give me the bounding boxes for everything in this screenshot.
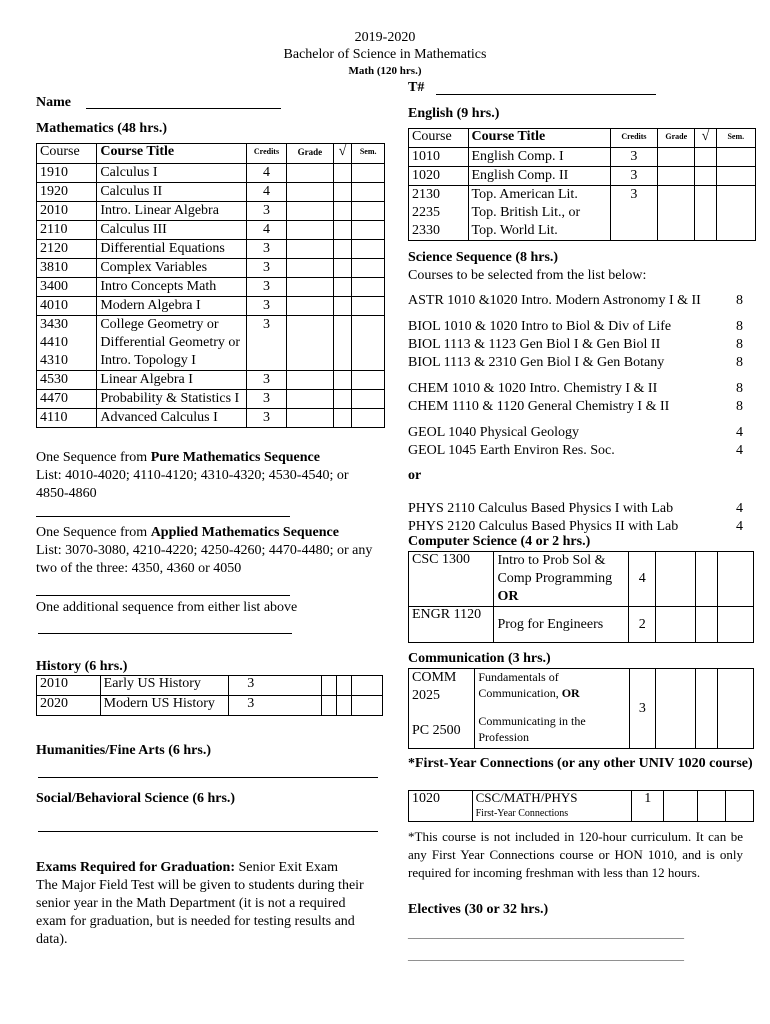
- exams-value: Senior Exit Exam: [235, 860, 339, 875]
- cs-title-1: [494, 552, 629, 607]
- math-course: 4110: [37, 409, 97, 428]
- math-course-title: Linear Algebra I: [97, 371, 246, 390]
- history-row: [37, 676, 383, 696]
- math-check[interactable]: [333, 278, 352, 297]
- applied-seq-bold: Applied Mathematics Sequence: [150, 525, 339, 540]
- math-credits: 4: [246, 221, 287, 240]
- math-sem[interactable]: [352, 278, 385, 297]
- math-credits: 3: [246, 390, 287, 409]
- applied-seq-list: List: 3070-3080, 4210-4220; 4250-4260; 4470-4480; or any two of the three: 4350, 4360 or 4050: [36, 543, 373, 576]
- math-check[interactable]: [333, 202, 352, 221]
- science-item-text: PHYS 2110 Calculus Based Physics I with Lab: [408, 501, 674, 516]
- math-grade[interactable]: [287, 183, 333, 202]
- science-item-hrs: 8: [736, 399, 743, 414]
- history-check[interactable]: [336, 696, 351, 716]
- english-col-grade: Grade: [658, 129, 695, 148]
- math-credits: 3: [246, 240, 287, 259]
- math-course-title: Differential Equations: [97, 240, 246, 259]
- math-course: 4530: [37, 371, 97, 390]
- tnum-label: T#: [408, 80, 425, 95]
- fyc-note: *This course is not included in 120-hour curriculum. It can be any First Year Connections course or HON 1010, and is only required for incoming freshman with less than 12 hours.: [408, 829, 743, 880]
- math-col-course: Course: [37, 144, 97, 164]
- science-title: Science Sequence (8 hrs.): [408, 250, 559, 265]
- fyc-table: [408, 790, 754, 822]
- math-check[interactable]: [333, 183, 352, 202]
- science-item: [408, 318, 743, 336]
- science-item: [408, 424, 743, 442]
- cs-credits-1: 4: [629, 552, 656, 607]
- english-credits: 3: [610, 148, 657, 167]
- humanities-line[interactable]: [38, 777, 378, 778]
- math-grade[interactable]: [287, 371, 333, 390]
- math-sem[interactable]: [352, 164, 385, 183]
- math-row: [37, 297, 385, 316]
- exams-section: [36, 859, 366, 949]
- pure-sequence: [36, 449, 376, 503]
- math-col-check: √: [333, 144, 352, 164]
- name-label: Name: [36, 95, 71, 110]
- math-grade[interactable]: [287, 316, 333, 371]
- math-row: [37, 202, 385, 221]
- history-table: [36, 675, 383, 716]
- english-row: [409, 167, 756, 186]
- math-credits: 3: [246, 371, 287, 390]
- math-row: [37, 371, 385, 390]
- english-grade[interactable]: [658, 148, 695, 167]
- science-item: [408, 292, 743, 310]
- science-item: [408, 500, 743, 518]
- exams-note: The Major Field Test will be given to students during their senior year in the Math Department (it is not a required exam for graduation, but is needed for testing results and data).: [36, 878, 364, 947]
- math-course-title: Complex Variables: [97, 259, 246, 278]
- fyc-course: 1020: [409, 791, 473, 822]
- cs-sem-2[interactable]: [718, 607, 754, 643]
- english-col-title: Course Title: [468, 129, 610, 148]
- cs-title-1a: Intro to Prob Sol &: [497, 553, 606, 568]
- math-check[interactable]: [333, 164, 352, 183]
- science-item-text: GEOL 1045 Earth Environ Res. Soc.: [408, 443, 615, 458]
- social-line[interactable]: [38, 831, 378, 832]
- science-group: [408, 318, 743, 372]
- science-group: [408, 380, 743, 416]
- math-sem[interactable]: [352, 316, 385, 371]
- fyc-course-title: [472, 791, 632, 822]
- math-course-title: Intro. Linear Algebra: [97, 202, 246, 221]
- history-course: 2020: [37, 696, 101, 716]
- math-credits: 3: [246, 278, 287, 297]
- exams-label: Exams Required for Graduation:: [36, 860, 235, 875]
- applied-sequence: [36, 524, 376, 578]
- math-grade[interactable]: [287, 221, 333, 240]
- comm-titles: [475, 669, 629, 749]
- header-major: Math (120 hrs.): [348, 65, 422, 77]
- math-col-sem: Sem.: [352, 144, 385, 164]
- science-item: [408, 380, 743, 398]
- english-check[interactable]: [695, 148, 716, 167]
- comm-grade[interactable]: [656, 669, 696, 749]
- english-col-sem: Sem.: [716, 129, 755, 148]
- math-row: [37, 259, 385, 278]
- fyc-grade[interactable]: [664, 791, 698, 822]
- math-course-title: Calculus III: [97, 221, 246, 240]
- math-check[interactable]: [333, 371, 352, 390]
- science-item-text: BIOL 1010 & 1020 Intro to Biol & Div of Life: [408, 319, 672, 334]
- math-grade[interactable]: [287, 297, 333, 316]
- electives-title: Electives (30 or 32 hrs.): [408, 902, 549, 917]
- math-sem[interactable]: [352, 297, 385, 316]
- fyc-sem[interactable]: [725, 791, 753, 822]
- english-row: [409, 148, 756, 167]
- electives-line-1[interactable]: ______________________________________________: [408, 926, 684, 940]
- history-title: History (6 hrs.): [36, 659, 128, 674]
- math-check[interactable]: [333, 259, 352, 278]
- cs-or: OR: [497, 589, 519, 604]
- fyc-title-b: First-Year Connections: [475, 808, 569, 819]
- comm-course-2: PC 2500: [412, 723, 461, 738]
- math-sem[interactable]: [352, 202, 385, 221]
- pure-seq-bold: Pure Mathematics Sequence: [150, 450, 320, 465]
- pure-seq-list: List: 4010-4020; 4110-4120; 4310-4320; 4530-4540; or 4850-4860: [36, 468, 349, 501]
- cs-course-2: ENGR 1120: [409, 607, 494, 643]
- header-degree: Bachelor of Science in Mathematics: [283, 47, 487, 62]
- math-sem[interactable]: [352, 390, 385, 409]
- comm-title: Communication (3 hrs.): [408, 651, 551, 666]
- history-course-title: Early US History: [100, 676, 229, 696]
- english-sem[interactable]: [716, 148, 755, 167]
- math-course: 2010: [37, 202, 97, 221]
- english-check[interactable]: [695, 186, 716, 241]
- math-course: 1920: [37, 183, 97, 202]
- english-course: 2130 2235 2330: [409, 186, 469, 241]
- science-item-hrs: 4: [736, 425, 743, 440]
- cs-title: Computer Science (4 or 2 hrs.): [408, 534, 591, 549]
- additional-sequence: One additional sequence from either list above: [36, 600, 298, 615]
- pure-seq-prefix: One Sequence from: [36, 450, 151, 465]
- comm-title-2: Communicating in the Profession: [478, 714, 586, 744]
- math-check[interactable]: [333, 221, 352, 240]
- math-credits: 3: [246, 202, 287, 221]
- english-col-credits: Credits: [610, 129, 657, 148]
- science-item-hrs: 8: [736, 355, 743, 370]
- english-table: [408, 128, 756, 241]
- math-course: 3400: [37, 278, 97, 297]
- math-credits: 4: [246, 164, 287, 183]
- comm-or: OR: [561, 686, 580, 700]
- math-check[interactable]: [333, 390, 352, 409]
- english-sem[interactable]: [716, 186, 755, 241]
- english-course-title: Top. American Lit. Top. British Lit., or Top. World Lit.: [468, 186, 610, 241]
- math-credits: 3: [246, 409, 287, 428]
- electives-line-2[interactable]: ______________________________________________: [408, 948, 684, 962]
- math-col-credits: Credits: [246, 144, 287, 164]
- fyc-title-a: CSC/MATH/PHYS: [475, 790, 578, 805]
- math-row: [37, 183, 385, 202]
- history-check[interactable]: [336, 676, 351, 696]
- science-subtitle: Courses to be selected from the list below:: [408, 268, 647, 283]
- math-row: [37, 278, 385, 297]
- comm-course-1: COMM 2025: [412, 670, 457, 703]
- fyc-credits: 1: [632, 791, 664, 822]
- math-course: 2120: [37, 240, 97, 259]
- math-sem[interactable]: [352, 371, 385, 390]
- math-course-title: Advanced Calculus I: [97, 409, 246, 428]
- math-check[interactable]: [333, 316, 352, 371]
- history-credits: 3: [229, 696, 321, 716]
- cs-check-1[interactable]: [695, 552, 717, 607]
- science-item: [408, 354, 743, 372]
- cs-title-1b: Comp Programming: [497, 571, 613, 586]
- english-course-title: English Comp. I: [468, 148, 610, 167]
- pure-seq-line[interactable]: [36, 516, 290, 517]
- english-grade[interactable]: [658, 167, 695, 186]
- math-course: 4470: [37, 390, 97, 409]
- english-credits: 3: [610, 186, 657, 241]
- science-or: or: [408, 468, 422, 483]
- science-item-hrs: 8: [736, 293, 743, 308]
- science-item: [408, 398, 743, 416]
- math-grade[interactable]: [287, 240, 333, 259]
- math-course-title: Calculus II: [97, 183, 246, 202]
- math-row: [37, 164, 385, 183]
- comm-courses: [409, 669, 475, 749]
- math-row: [37, 221, 385, 240]
- science-group: [408, 292, 743, 310]
- math-course-title: Intro Concepts Math: [97, 278, 246, 297]
- science-item-hrs: 8: [736, 381, 743, 396]
- math-grade[interactable]: [287, 164, 333, 183]
- history-sem[interactable]: [352, 676, 383, 696]
- math-check[interactable]: [333, 240, 352, 259]
- math-grade[interactable]: [287, 409, 333, 428]
- math-col-grade: Grade: [287, 144, 333, 164]
- math-row: [37, 240, 385, 259]
- history-grade[interactable]: [321, 696, 336, 716]
- cs-grade-2[interactable]: [655, 607, 695, 643]
- humanities-title: Humanities/Fine Arts (6 hrs.): [36, 743, 211, 758]
- tnum-field[interactable]: [436, 94, 656, 95]
- science-item-text: ASTR 1010 &1020 Intro. Modern Astronomy I & II: [408, 293, 701, 308]
- math-sem[interactable]: [352, 221, 385, 240]
- science-item: [408, 336, 743, 354]
- science-list: [408, 292, 743, 536]
- english-col-check: √: [695, 129, 716, 148]
- applied-seq-line[interactable]: [36, 595, 290, 596]
- math-course: 3430 4410 4310: [37, 316, 97, 371]
- math-grade[interactable]: [287, 278, 333, 297]
- science-item-text: GEOL 1040 Physical Geology: [408, 425, 579, 440]
- math-course: 3810: [37, 259, 97, 278]
- science-item-text: CHEM 1110 & 1120 General Chemistry I & II: [408, 399, 670, 414]
- history-grade[interactable]: [321, 676, 336, 696]
- math-row: [37, 316, 385, 371]
- math-credits: 3: [246, 316, 287, 371]
- science-item-text: PHYS 2120 Calculus Based Physics II with Lab: [408, 519, 679, 534]
- math-row: [37, 390, 385, 409]
- science-item: [408, 442, 743, 460]
- comm-title-1: Fundamentals of Communication,: [478, 670, 562, 700]
- cs-course-1: CSC 1300: [409, 552, 494, 607]
- comm-credits: 3: [629, 669, 655, 749]
- fyc-check[interactable]: [697, 791, 725, 822]
- comm-check[interactable]: [695, 669, 717, 749]
- math-sem[interactable]: [352, 259, 385, 278]
- comm-sem[interactable]: [718, 669, 754, 749]
- header-year: 2019-2020: [354, 30, 416, 45]
- math-table: [36, 143, 385, 428]
- math-course-title: College Geometry or Differential Geometry or Intro. Topology I: [97, 316, 246, 371]
- math-course: 4010: [37, 297, 97, 316]
- english-course-title: English Comp. II: [468, 167, 610, 186]
- history-row: [37, 696, 383, 716]
- math-check[interactable]: [333, 297, 352, 316]
- english-col-course: Course: [409, 129, 469, 148]
- math-course-title: Modern Algebra I: [97, 297, 246, 316]
- science-phys-group: [408, 500, 743, 536]
- math-row: [37, 409, 385, 428]
- science-item-hrs: 4: [736, 501, 743, 516]
- science-group: [408, 424, 743, 460]
- english-course: 1010: [409, 148, 469, 167]
- science-item-hrs: 8: [736, 319, 743, 334]
- cs-grade-1[interactable]: [655, 552, 695, 607]
- cs-credits-2: 2: [629, 607, 656, 643]
- math-credits: 3: [246, 259, 287, 278]
- applied-seq-prefix: One Sequence from: [36, 525, 151, 540]
- comm-table: [408, 668, 754, 749]
- math-course-title: Calculus I: [97, 164, 246, 183]
- history-sem[interactable]: [352, 696, 383, 716]
- english-check[interactable]: [695, 167, 716, 186]
- english-sem[interactable]: [716, 167, 755, 186]
- english-title: English (9 hrs.): [408, 106, 500, 121]
- english-credits: 3: [610, 167, 657, 186]
- math-course: 2110: [37, 221, 97, 240]
- science-item-text: BIOL 1113 & 2310 Gen Biol I & Gen Botany: [408, 355, 665, 370]
- math-grade[interactable]: [287, 259, 333, 278]
- english-grade[interactable]: [658, 186, 695, 241]
- math-check[interactable]: [333, 409, 352, 428]
- math-sem[interactable]: [352, 183, 385, 202]
- english-row: [409, 186, 756, 241]
- history-course-title: Modern US History: [100, 696, 229, 716]
- history-course: 2010: [37, 676, 101, 696]
- cs-sem-1[interactable]: [718, 552, 754, 607]
- math-grade[interactable]: [287, 202, 333, 221]
- math-course-title: Probability & Statistics I: [97, 390, 246, 409]
- social-title: Social/Behavioral Science (6 hrs.): [36, 791, 236, 806]
- math-sem[interactable]: [352, 409, 385, 428]
- math-course: 1910: [37, 164, 97, 183]
- english-course: 1020: [409, 167, 469, 186]
- math-credits: 3: [246, 297, 287, 316]
- math-credits: 4: [246, 183, 287, 202]
- cs-title-2: Prog for Engineers: [494, 607, 629, 643]
- math-col-title: Course Title: [97, 144, 246, 164]
- cs-table: [408, 551, 754, 643]
- science-item-hrs: 4: [736, 519, 743, 534]
- math-sem[interactable]: [352, 240, 385, 259]
- math-grade[interactable]: [287, 390, 333, 409]
- additional-seq-line[interactable]: [38, 633, 292, 634]
- math-title: Mathematics (48 hrs.): [36, 121, 168, 136]
- name-field[interactable]: [86, 108, 281, 109]
- cs-check-2[interactable]: [695, 607, 717, 643]
- history-credits: 3: [229, 676, 321, 696]
- science-item-text: CHEM 1010 & 1020 Intro. Chemistry I & II: [408, 381, 658, 396]
- science-item-hrs: 8: [736, 337, 743, 352]
- science-item-hrs: 4: [736, 443, 743, 458]
- fyc-title: *First-Year Connections (or any other UNIV 1020 course): [408, 756, 753, 771]
- science-item-text: BIOL 1113 & 1123 Gen Biol I & Gen Biol II: [408, 337, 661, 352]
